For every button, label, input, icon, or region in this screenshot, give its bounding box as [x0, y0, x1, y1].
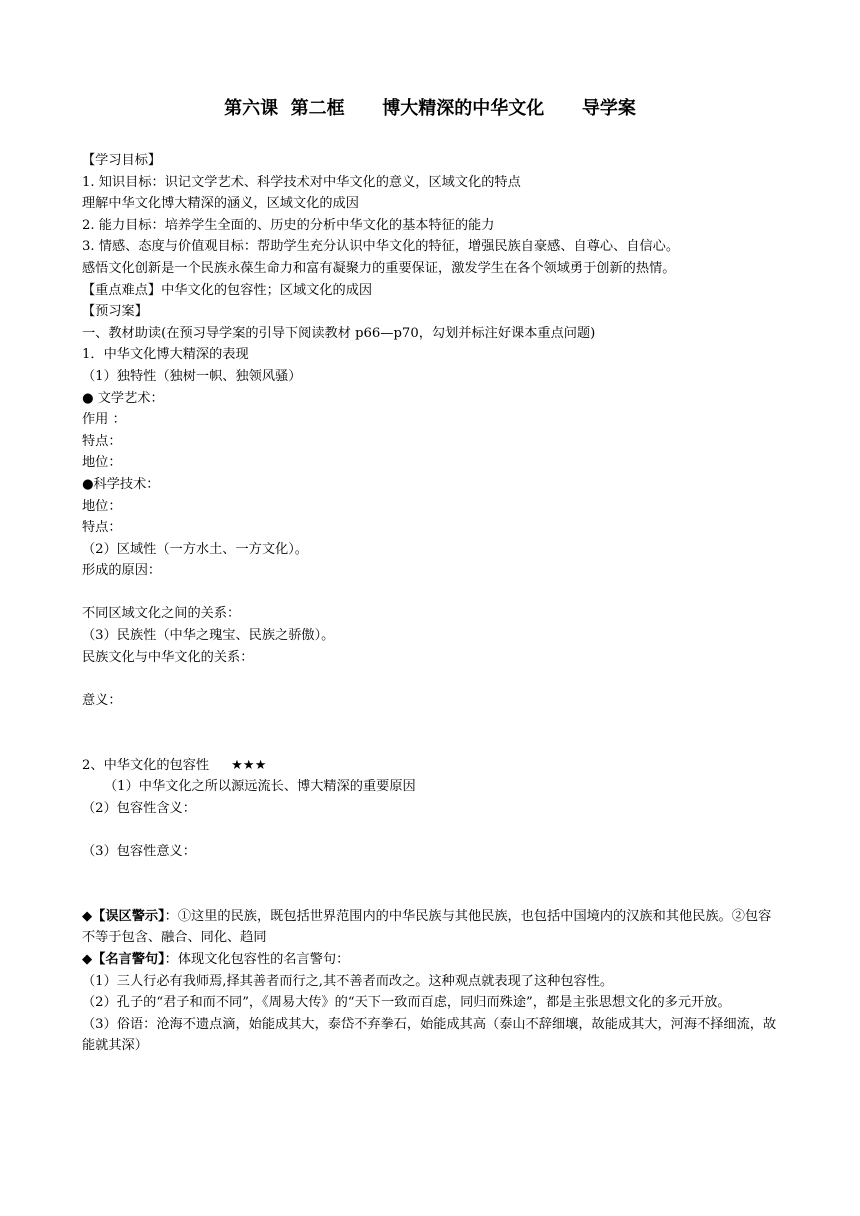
key-points: 【重点难点】中华文化的包容性；区域文化的成因 — [82, 282, 373, 298]
inclusiveness-significance: （3）包容性意义： — [82, 844, 196, 859]
literature-status: 地位： — [82, 455, 122, 471]
section-2-heading — [82, 755, 782, 777]
warning-label: ◆【误区警示】 — [82, 908, 165, 924]
national-relation: 民族文化与中华文化的关系： — [82, 649, 254, 665]
regional-relation: 不同区域文化之间的关系： — [82, 606, 241, 622]
quote-2: （2）孔子的“君子和而不同”，《周易大传》的“天下一致而百虑，同归而殊途”，都是主张思想文化的多元开放。 — [82, 995, 731, 1011]
misconception-warning — [82, 906, 782, 949]
importance-stars: ★★★ — [231, 757, 267, 773]
science-status: 地位： — [82, 498, 122, 514]
literature-art-item: ● 文学艺术： — [82, 390, 164, 406]
quotes-intro: ：体现文化包容性的名言警句： — [164, 951, 350, 967]
quotes-label: ◆【名言警句】 — [82, 951, 165, 967]
objective-emotion-cont: 感悟文化创新是一个民族永葆生命力和富有凝聚力的重要保证，激发学生在各个领域勇于创新的热情。 — [82, 260, 676, 276]
quote-3: （3）俗语：沧海不遗点滴，始能成其大，泰岱不弃拳石，始能成其高（泰山不辞细壤，故能成其大，河海不择细流，故能就其深） — [82, 1016, 777, 1054]
uniqueness-item: （1）独特性（独树一帜、独领风骚） — [82, 368, 302, 384]
literature-feature: 特点： — [82, 433, 122, 449]
section-1-heading: 1．中华文化博大精深的表现 — [82, 347, 249, 363]
science-tech-item: ●科学技术： — [82, 476, 160, 492]
inclusiveness-meaning: （2）包容性含义： — [82, 800, 196, 816]
quotes-heading — [82, 949, 782, 971]
section-2-title: 2、中华文化的包容性 — [82, 757, 210, 773]
objective-ability: 2. 能力目标：培养学生全面的、历史的分析中华文化的基本特征的能力 — [82, 217, 495, 233]
inclusiveness-reason: （1）中华文化之所以源远流长、博大精深的重要原因 — [104, 779, 416, 795]
page-title: 第六课 第二框 博大精深的中华文化 导学案 — [224, 98, 636, 119]
objective-knowledge: 1. 知识目标：识记文学艺术、科学技术对中华文化的意义，区域文化的特点 — [82, 174, 521, 190]
objective-knowledge-cont: 理解中华文化博大精深的涵义，区域文化的成因 — [82, 196, 359, 212]
national-item: （3）民族性（中华之瑰宝、民族之骄傲）。 — [82, 628, 335, 644]
regional-item: （2）区域性（一方水土、一方文化）。 — [82, 541, 308, 557]
document-body — [82, 150, 782, 1057]
warning-text: ：①这里的民族，既包括世界范围内的中华民族与其他民族，也包括中国境内的汉族和其他民族。②包容不等于包含、融合、同化、趋同 — [82, 908, 772, 946]
meaning-label: 意义： — [82, 692, 122, 708]
objectives-header: 【学习目标】 — [82, 153, 162, 168]
literature-role: 作用 ： — [82, 412, 126, 428]
preview-header: 【预习案】 — [82, 304, 148, 320]
formation-reason: 形成的原因： — [82, 563, 162, 579]
objective-emotion: 3. 情感、态度与价值观目标：帮助学生充分认识中华文化的特征，增强民族自豪感、自尊心、自信心。 — [82, 239, 680, 255]
preview-intro: 一、教材助读(在预习导学案的引导下阅读教材 p66—p70，勾划并标注好课本重点问题) — [82, 325, 596, 341]
quote-1: （1）三人行必有我师焉,择其善者而行之,其不善者而改之。这种观点就表现了这种包容性。 — [82, 973, 614, 989]
science-feature: 特点： — [82, 520, 122, 536]
